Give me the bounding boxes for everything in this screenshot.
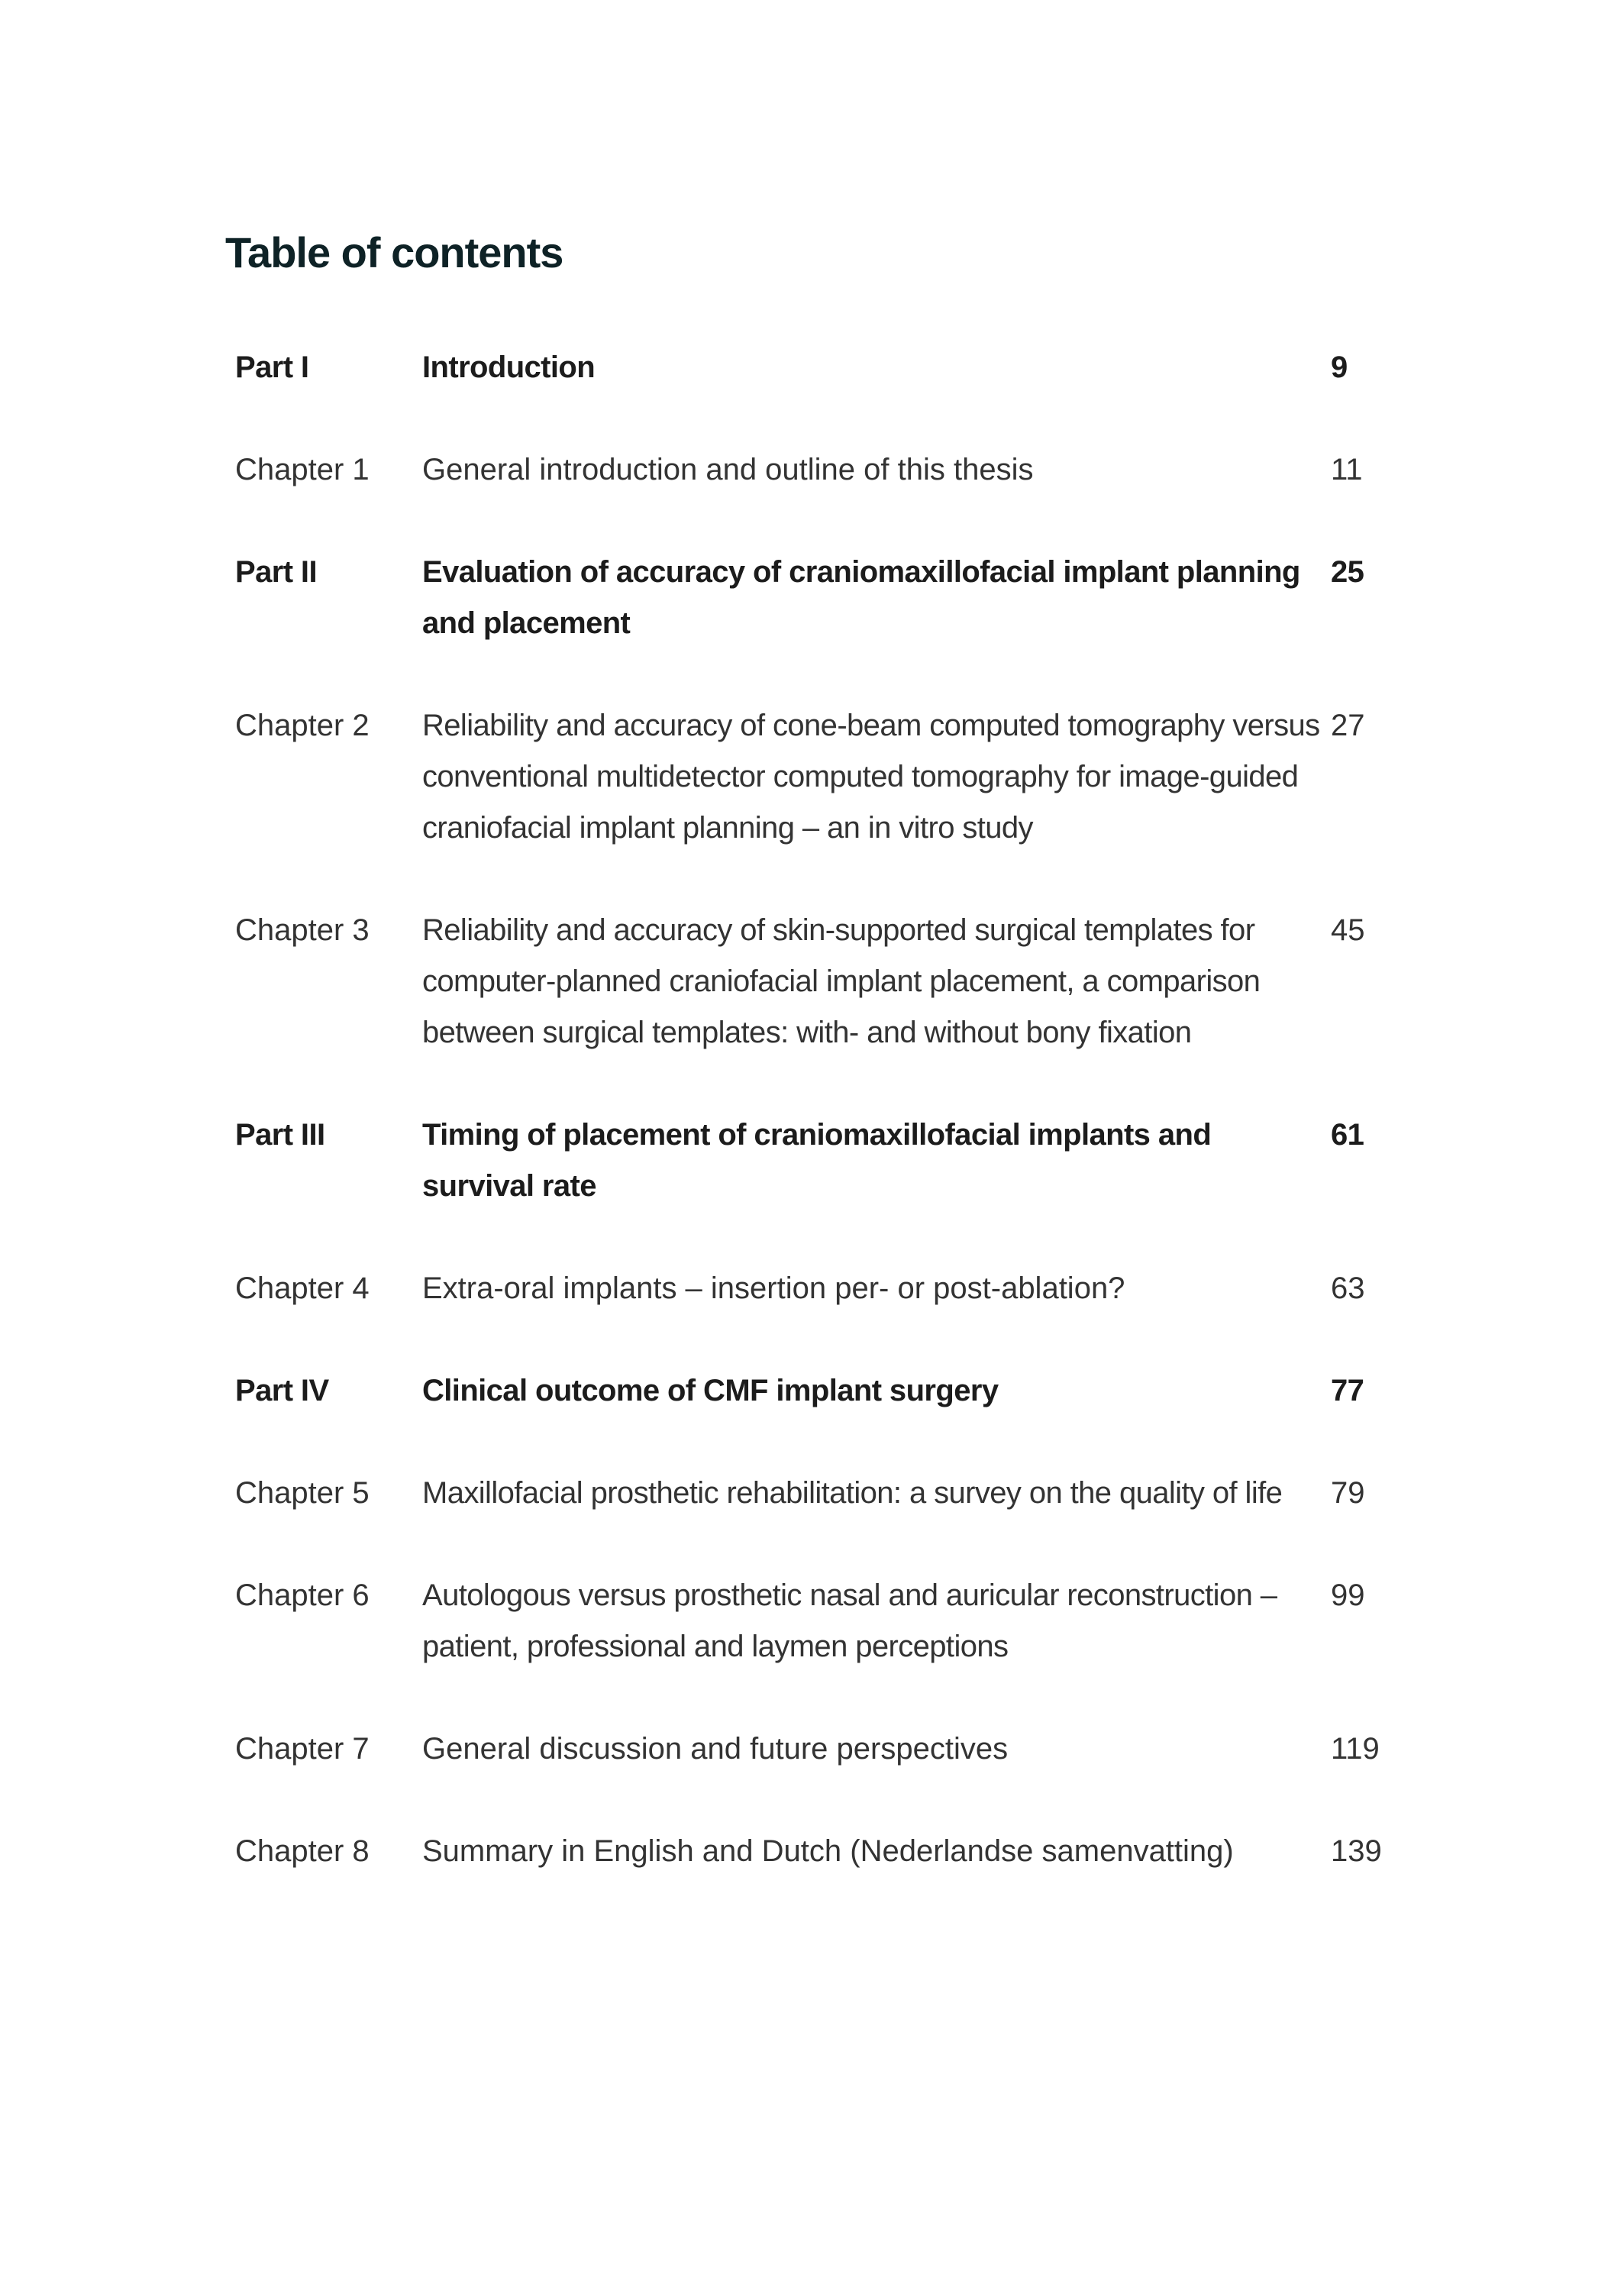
toc-entry-page: 11 xyxy=(1331,453,1363,486)
toc-chapter-5[interactable] xyxy=(235,1468,1396,1519)
toc-chapter-1[interactable] xyxy=(235,444,1396,496)
table-of-contents xyxy=(235,342,1396,1928)
toc-entry-title: Reliability and accuracy of cone-beam computed tomography versus conventional multidetector computed tomography for image-guided craniofacial implant planning – an in vitro study xyxy=(422,709,1320,845)
toc-part-4[interactable] xyxy=(235,1365,1396,1417)
toc-entry-title: Summary in English and Dutch (Nederlandse samenvatting) xyxy=(422,1834,1234,1868)
toc-chapter-2[interactable] xyxy=(235,700,1396,854)
toc-entry-label: Part III xyxy=(235,1118,325,1152)
toc-entry-label: Part I xyxy=(235,351,309,384)
toc-chapter-8[interactable] xyxy=(235,1826,1396,1877)
toc-entry-label: Chapter 2 xyxy=(235,709,370,742)
toc-entry-page: 77 xyxy=(1331,1374,1364,1407)
toc-part-3[interactable] xyxy=(235,1110,1396,1212)
toc-entry-title: Introduction xyxy=(422,351,596,384)
toc-entry-title: Autologous versus prosthetic nasal and auricular reconstruction – patient, professional and laymen perceptions xyxy=(422,1578,1277,1663)
toc-entry-page: 99 xyxy=(1331,1578,1365,1612)
toc-entry-label: Part IV xyxy=(235,1374,329,1407)
toc-chapter-7[interactable] xyxy=(235,1724,1396,1775)
toc-entry-title: General introduction and outline of this thesis xyxy=(422,453,1034,486)
toc-entry-label: Chapter 5 xyxy=(235,1476,370,1510)
toc-entry-page: 63 xyxy=(1331,1272,1365,1305)
toc-entry-label: Chapter 8 xyxy=(235,1834,370,1868)
toc-entry-title: Extra-oral implants – insertion per- or post-ablation? xyxy=(422,1272,1125,1305)
toc-chapter-4[interactable] xyxy=(235,1263,1396,1314)
toc-chapter-3[interactable] xyxy=(235,905,1396,1058)
toc-part-2[interactable] xyxy=(235,547,1396,649)
toc-entry-label: Chapter 1 xyxy=(235,453,370,486)
toc-entry-page: 25 xyxy=(1331,555,1364,589)
toc-entry-title: Timing of placement of craniomaxillofacial implants and survival rate xyxy=(422,1118,1212,1203)
toc-entry-page: 79 xyxy=(1331,1476,1365,1510)
toc-entry-page: 45 xyxy=(1331,913,1365,947)
toc-entry-title: Reliability and accuracy of skin-supported surgical templates for computer-planned craniofacial implant placement, a comparison between surgical templates: with- and without bony fixation xyxy=(422,913,1261,1049)
page-title: Table of contents xyxy=(225,228,563,276)
toc-entry-page: 27 xyxy=(1331,709,1365,742)
toc-entry-title: Clinical outcome of CMF implant surgery xyxy=(422,1374,999,1407)
toc-entry-title: Maxillofacial prosthetic rehabilitation: a survey on the quality of life xyxy=(422,1476,1283,1510)
toc-entry-label: Chapter 7 xyxy=(235,1732,370,1766)
toc-entry-label: Chapter 6 xyxy=(235,1578,370,1612)
toc-entry-label: Chapter 4 xyxy=(235,1272,370,1305)
toc-entry-label: Part II xyxy=(235,555,317,589)
toc-entry-page: 139 xyxy=(1331,1834,1382,1868)
toc-entry-label: Chapter 3 xyxy=(235,913,370,947)
toc-chapter-6[interactable] xyxy=(235,1570,1396,1672)
toc-part-1[interactable] xyxy=(235,342,1396,393)
toc-entry-title: Evaluation of accuracy of craniomaxillofacial implant planning and placement xyxy=(422,555,1300,640)
toc-entry-page: 9 xyxy=(1331,351,1348,384)
toc-entry-title: General discussion and future perspectives xyxy=(422,1732,1009,1766)
toc-entry-page: 119 xyxy=(1331,1732,1380,1766)
toc-entry-page: 61 xyxy=(1331,1118,1364,1152)
